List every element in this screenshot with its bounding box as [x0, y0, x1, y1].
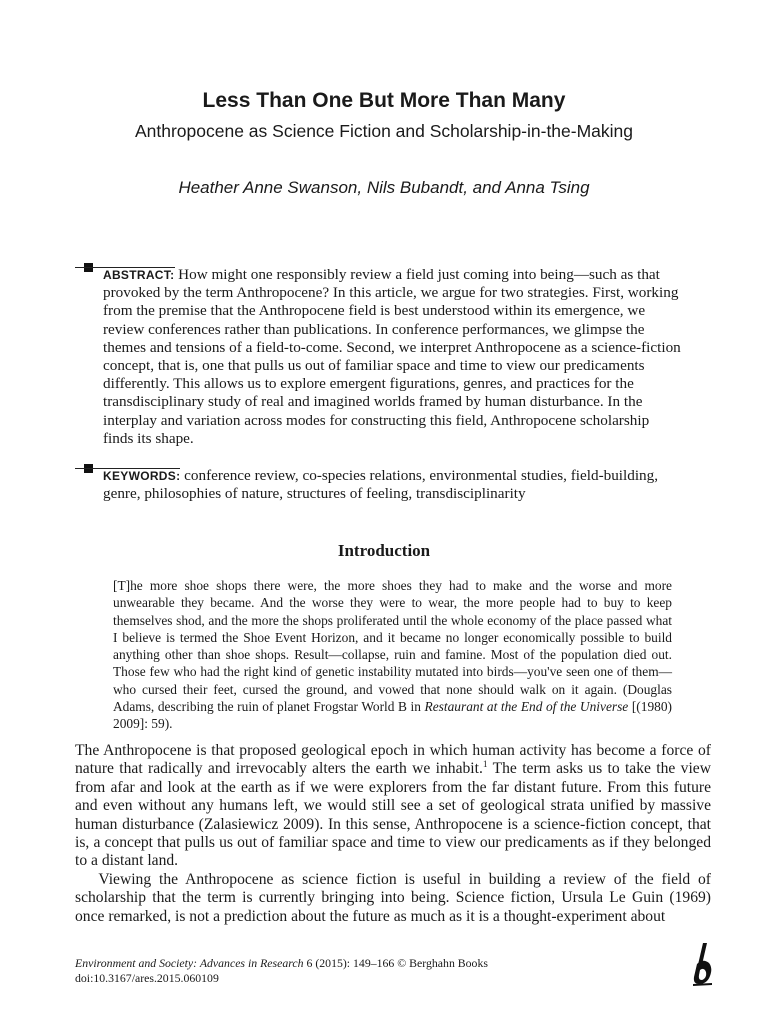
paragraph-2: Viewing the Anthropocene as science fiction is useful in building a review of the field of scholarship that the term is currently bringing into being. Science fiction, Ursula Le Guin (1969) once remarked, is not a prediction about the future as much as it is a thought-experiment about: [75, 870, 711, 925]
keywords-text: conference review, co-species relations, environmental studies, field-building, genre, philosophies of nature, structures of feeling, transdisciplinarity: [103, 467, 659, 503]
footnote-marker[interactable]: 1: [482, 760, 488, 771]
paragraph-1-part-a: The Anthropocene is that proposed geological epoch in which human activity has become a force of nature that radically and irrevocably alters the earth we inhabit.: [75, 742, 711, 778]
keywords-label: KEYWORDS:: [103, 469, 181, 483]
doi[interactable]: doi:10.3167/ares.2015.060109: [75, 971, 219, 985]
abstract: [103, 266, 683, 448]
article-subtitle: Anthropocene as Science Fiction and Scholarship-in-the-Making: [134, 121, 634, 141]
abstract-label: ABSTRACT:: [103, 268, 175, 282]
paragraph-1-part-b: The term asks us to take the view from afar and look at the earth as if we were explorers from the far distant future. From this future and even without any humans left, we would still see a set of geological strata unified by massive human disturbance (Zalasiewicz 2009). In this sense, Anthropocene is a science-fiction concept, that is, a concept that pulls us out of familiar space and time to view our predicaments as if they belonged to a distant land.: [75, 760, 711, 870]
journal-name: Environment and Society: Advances in Research: [75, 956, 304, 970]
quote-text: [T]he more shoe shops there were, the more shoes they had to make and the worse and more unwearable they became. And the worse they were to wear, the more people had to buy to keep themselves shod, and the more the shops proliferated until the whole economy of the place passed what I believe is termed the Shoe Event Horizon, and it became no longer economically possible to build anything other than shoe shops. Result—collapse, ruin and famine. Most of the population died out. Those few who had the right kind of genetic instability mutated into birds—you've seen one of them—who cursed their feet, cursed the ground, and vowed that none should walk on it again. (Douglas Adams, describing the ruin of planet Frogstar World B in: [113, 578, 672, 715]
paragraph-1: [75, 742, 711, 871]
quote-citation: [(1980) 2009]: 59).: [113, 699, 673, 732]
journal-citation: [75, 955, 488, 971]
abstract-text: How might one responsibly review a field just coming into being—such as that provoked by the term Anthropocene? In this article, we argue for two strategies. First, working from the premise that the Anthropocene field is best understood within its emergence, we review conferences rather than publications. In conference performances, we glimpse the themes and tensions of a field-to-come. Second, we interpret Anthropocene as a science-fiction concept, that is, one that pulls us out of familiar space and time to view our predicaments differently. This allows us to explore emergent figurations, genres, and practices for the transdisciplinary study of real and imagined worlds framed by human disturbance. In the interplay and variation across modes for constructing this field, Anthropocene scholarship finds its shape.: [103, 266, 681, 447]
epigraph-quote: [113, 577, 672, 733]
section-heading-introduction: Introduction: [337, 541, 431, 560]
publisher-logo-icon: [691, 942, 713, 986]
body-text: [75, 742, 711, 926]
keywords: [103, 467, 683, 503]
quote-book-title: Restaurant at the End of the Universe: [424, 699, 629, 715]
journal-info: 6 (2015): 149–166 © Berghahn Books: [303, 956, 488, 970]
article-authors: Heather Anne Swanson, Nils Bubandt, and Anna Tsing: [178, 178, 590, 197]
article-title: Less Than One But More Than Many: [202, 89, 566, 112]
